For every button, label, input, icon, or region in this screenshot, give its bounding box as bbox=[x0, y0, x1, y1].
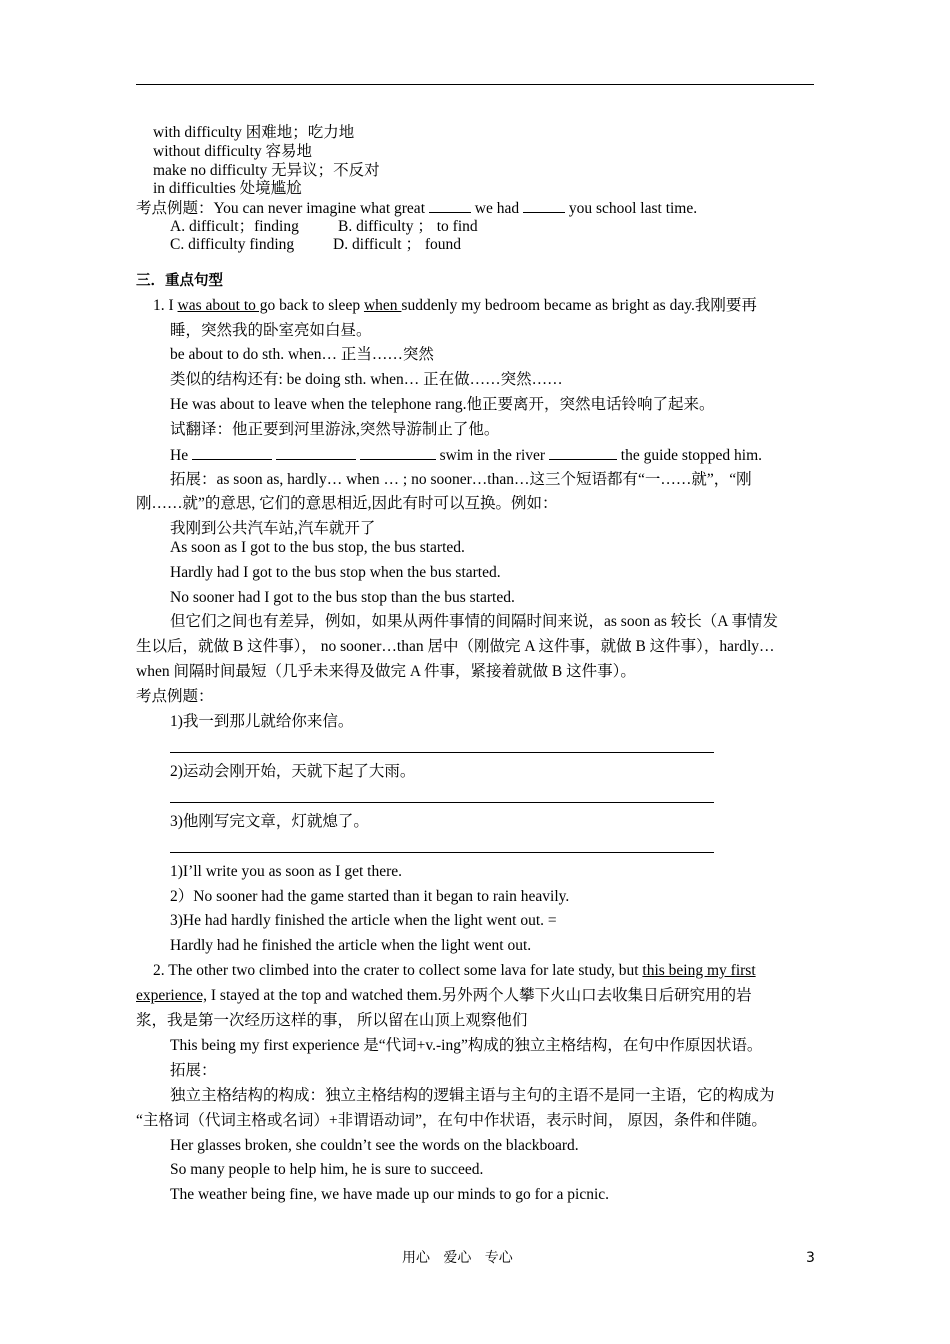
text-line: 刚……就”的意思, 它们的意思相近,因此有时可以互换。例如： bbox=[136, 495, 558, 512]
vocab-line: in difficulties 处境尴尬 bbox=[153, 180, 302, 197]
header-rule bbox=[136, 84, 814, 85]
exercise-question: 2)运动会刚开始，天就下起了大雨。 bbox=[170, 763, 416, 780]
text-line: 我刚到公共汽车站,汽车就开了 bbox=[170, 520, 376, 537]
exercise-question: 1)我一到那儿就给你来信。 bbox=[170, 713, 354, 730]
answer-blank bbox=[429, 198, 471, 213]
text-line: The weather being fine, we have made up our minds to go for a picnic. bbox=[170, 1186, 610, 1203]
section-heading: 三．重点句型 bbox=[136, 273, 223, 289]
text-line: As soon as I got to the bus stop, the bus started. bbox=[170, 539, 465, 556]
text-line: 类似的结构还有: be doing sth. when… 正在做……突然…… bbox=[170, 371, 563, 388]
option-c: C. difficulty finding bbox=[170, 236, 295, 253]
text-line: 试翻译：他正要到河里游泳,突然导游制止了他。 bbox=[170, 421, 500, 438]
text-line: 浆，我是第一次经历这样的事， 所以留在山顶上观察他们 bbox=[136, 1012, 528, 1029]
text-line: He was about to leave when the telephone rang.他正要离开，突然电话铃响了起来。 bbox=[170, 396, 715, 413]
answer-blank bbox=[276, 445, 356, 460]
pattern1-sentence: 1. I was about to go back to sleep when suddenly my bedroom became as bright as day.我刚要再 bbox=[153, 297, 757, 314]
option-d: D. difficult ； found bbox=[333, 236, 462, 253]
answer-text: Hardly had he finished the article when the light went out. bbox=[170, 937, 532, 954]
text-line: 睡，突然我的卧室亮如白昼。 bbox=[170, 322, 372, 339]
pattern2-sentence: 2. The other two climbed into the crater to collect some lava for late study, but this being my first bbox=[153, 962, 756, 979]
text-line: be about to do sth. when… 正当……突然 bbox=[170, 346, 434, 363]
option-b: B. difficulty ； to find bbox=[338, 218, 478, 235]
text-line: when 间隔时间最短（几乎未来得及做完 A 件事，紧接着就做 B 这件事）。 bbox=[136, 663, 636, 680]
answer-text: 3)He had hardly finished the article when the light went out. = bbox=[170, 912, 557, 929]
option-a: A. difficult；finding bbox=[170, 218, 299, 235]
fill-in-line: He swim in the river the guide stopped him. bbox=[170, 447, 762, 464]
text-line: No sooner had I got to the bus stop than the bus started. bbox=[170, 589, 515, 606]
vocab-line: make no difficulty 无异议；不反对 bbox=[153, 162, 380, 179]
exam-lead: 考点例题： bbox=[136, 200, 214, 217]
answer-blank bbox=[360, 445, 436, 460]
answer-line bbox=[170, 838, 714, 853]
text-line: 生以后，就做 B 这件事）， no sooner…than 居中（刚做完 A 这件事，就做 B 这件事），hardly… bbox=[136, 638, 775, 655]
text-line: 拓展： bbox=[170, 1062, 217, 1079]
answer-blank bbox=[523, 198, 565, 213]
vocab-line: without difficulty 容易地 bbox=[153, 143, 313, 160]
answer-line bbox=[170, 788, 714, 803]
text-line: Hardly had I got to the bus stop when the bus started. bbox=[170, 564, 501, 581]
footer-motto: 用心 爱心 专心 bbox=[402, 1250, 513, 1266]
text-line: Her glasses broken, she couldn’t see the words on the blackboard. bbox=[170, 1137, 579, 1154]
answer-text: 1)I’ll write you as soon as I get there. bbox=[170, 863, 403, 880]
text-line: “主格词（代词主格或名词）+非谓语动词”，在句中作状语，表示时间， 原因，条件和伴随。 bbox=[136, 1112, 767, 1129]
text-line: 但它们之间也有差异，例如，如果从两件事情的间隔时间来说，as soon as 较长（A 事情发 bbox=[170, 613, 778, 630]
pattern2-sentence-cont: experience, I stayed at the top and watched them.另外两个人攀下火山口去收集日后研究用的岩 bbox=[136, 987, 752, 1004]
answer-blank bbox=[549, 445, 617, 460]
vocab-line: with difficulty 困难地；吃力地 bbox=[153, 124, 355, 141]
page-number: 3 bbox=[806, 1250, 815, 1266]
answer-text: 2）No sooner had the game started than it began to rain heavily. bbox=[170, 888, 570, 905]
text-line: 考点例题： bbox=[136, 688, 214, 705]
exam-question: 考点例题：You can never imagine what great we had you school last time. bbox=[136, 200, 698, 217]
text-line: So many people to help him, he is sure to succeed. bbox=[170, 1161, 484, 1178]
text-line: 拓展：as soon as, hardly… when … ; no sooner…than…这三个短语都有“一……就”，“刚 bbox=[170, 471, 752, 488]
text-line: This being my first experience 是“代词+v.-ing”构成的独立主格结构，在句中作原因状语。 bbox=[170, 1037, 763, 1054]
text-line: 独立主格结构的构成：独立主格结构的逻辑主语与主句的主语不是同一主语，它的构成为 bbox=[170, 1087, 775, 1104]
answer-line bbox=[170, 738, 714, 753]
answer-blank bbox=[192, 445, 272, 460]
exercise-question: 3)他刚写完文章，灯就熄了。 bbox=[170, 813, 369, 830]
